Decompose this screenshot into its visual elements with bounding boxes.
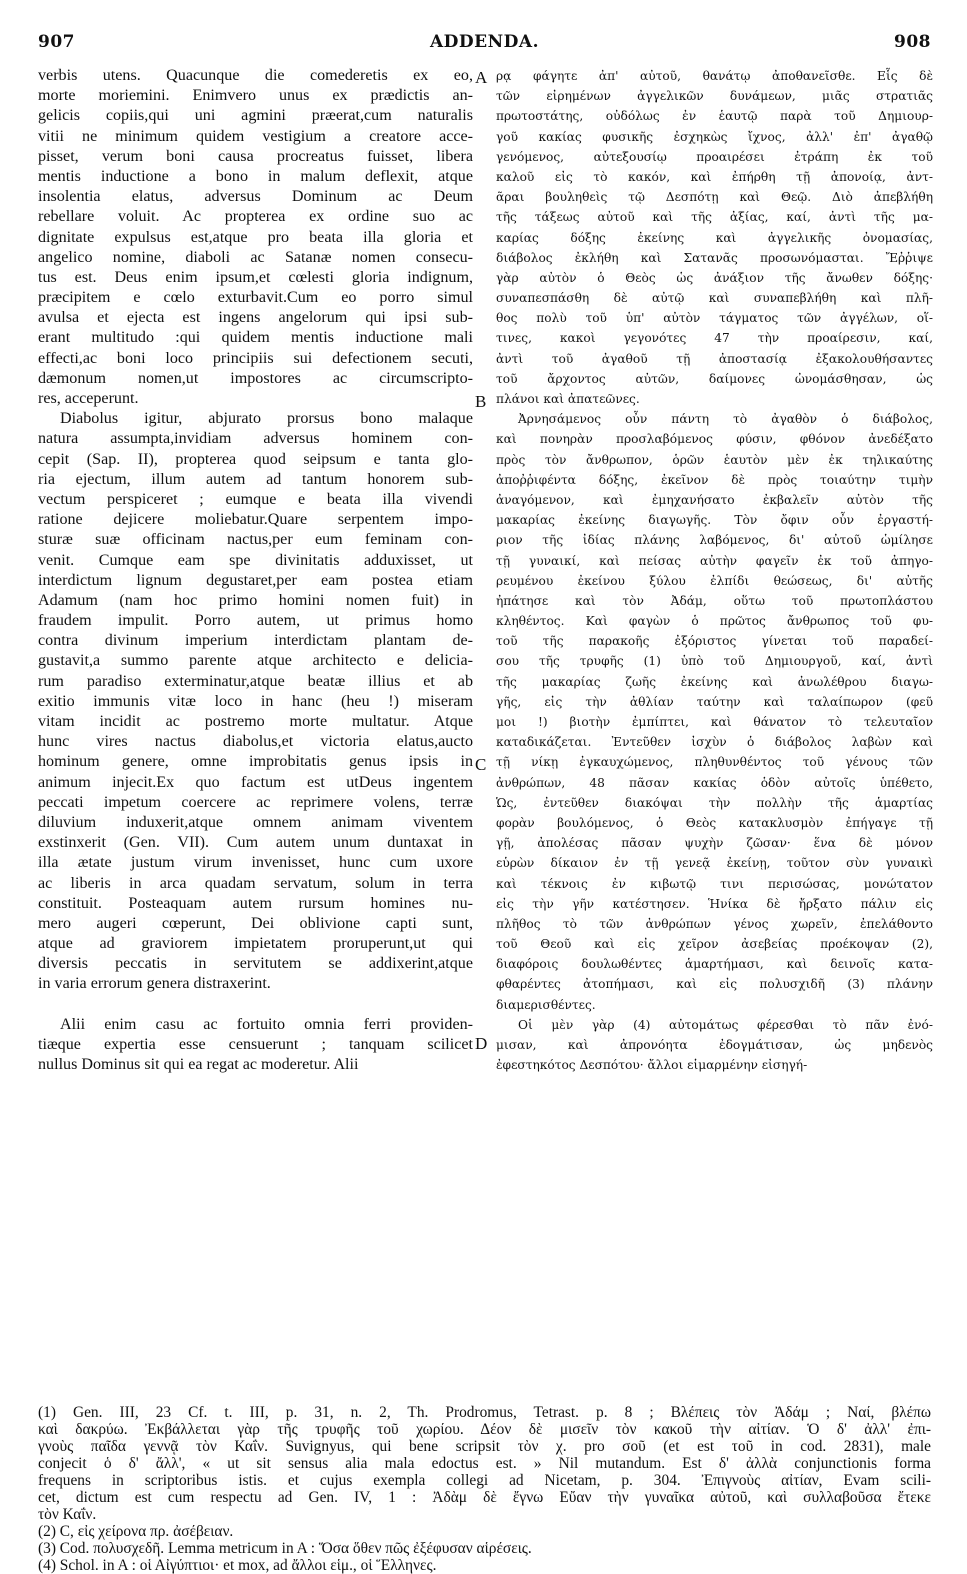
margin-letter-b: B xyxy=(475,392,487,411)
text-line: τῇ νίκῃ ἐγκαυχώμενος, πληθυνθέντος τοῦ γένους τῶν xyxy=(496,755,933,770)
text-line: καλοῦ εἰς τὸ κακόν, καὶ ἐπήρθη τῇ ἀπονοίᾳ, ἀντ- xyxy=(496,169,933,184)
text-line: exitio immunis vitæ loco in hanc (heu !) miseram xyxy=(38,692,473,710)
text-line: ᾶραι βουληθεὶς τῷ Δεσπότῃ καὶ Θεῷ. Διὸ ἀπεβλήθη xyxy=(496,190,933,205)
text-line: γῆς, εἰς τὴν ἀθλίαν ταύτην καὶ ταλαίπωρον (φεῦ xyxy=(496,694,933,709)
text-line: gustavit,a summo parente atque architecto e delicia- xyxy=(38,652,473,670)
text-line: constituit. Posteaquam autem rursum homines nu- xyxy=(38,894,473,912)
text-line: εὑρὼν δίκαιον ἐν τῇ γενεᾷ ἐκείνῃ, τοῦτον σὺν γυναικὶ xyxy=(496,856,933,871)
margin-letter-c: C xyxy=(475,755,487,774)
text-line: τῆς μακαρίας ζωῆς ἐκείνης καὶ ἀνωλέθρου διαγω- xyxy=(496,674,933,689)
text-line: καὶ πονηρὰν προσλαβόμενος φύσιν, φθόνον ἀνεδέξατο xyxy=(496,432,933,447)
text-line: cepit (Sap. II), propterea quod seipsum e tanta glo- xyxy=(38,450,473,468)
footnote-line: καὶ δακρύω. Ἐκβάλλεται γὰρ τῆς τρυφῆς τοῦ χωρίου. Δέον δὲ μισεῖν τὸν κακοῦ τὴν αἰτίαν. Ὁ δ' ἀλλ' ἐπι- xyxy=(38,1421,931,1438)
text-line: hunc vires nactus diabolus,et victoria elatus,aucto xyxy=(38,733,473,751)
footnotes xyxy=(38,1404,931,1574)
text-line: μοι !) βιοτὴν ἐμπίπτει, καὶ θάνατον τὸ τελευταῖον xyxy=(496,715,933,729)
text-line: vectum perspiceret ; eumque e beata illa vivendi xyxy=(38,490,473,508)
footnote-line: (2) C, εἰς χείρονα πρ. ἀσέβειαν. xyxy=(38,1523,234,1540)
text-line: τοῦ Θεοῦ καὶ εἰς χεῖρον ἀσεβείας προέκοψαν (2), xyxy=(496,937,933,952)
text-line: insolentia elatus, adversus Dominum ac Deum xyxy=(38,188,473,206)
text-line: diluvium induxerit,atque omnem animam viventem xyxy=(38,813,473,831)
text-line: in varia errorum genera distraxerint. xyxy=(38,975,271,993)
text-line: dignitate expulsus est,atque pro beata illa gloria et xyxy=(38,228,473,246)
text-line: Diabolus igitur, abjurato prorsus bono malaque xyxy=(60,410,473,428)
text-line: μακαρίας ἐκείνης διαγωγῆς. Τὸν ὄφιν οὖν ἐργαστή- xyxy=(496,513,933,528)
footnote-line: γνοὺς παῖδα γεννᾷ τὸν Καΐν. Suvignyus, qui bene scripsit τὸν χ. pro σοῦ (et est τοῦ in cod. 2831), male xyxy=(38,1438,931,1455)
footnote-line: conjecit ὁ δ' ἄλλ', « ut sit sensus alia mala edoctus est. » Nil mutandum. Est δ' ἀλλὰ conjunctionis forma xyxy=(38,1455,931,1472)
text-line: effecti,ac boni loco principiis sui defectionem secuti, xyxy=(38,349,473,367)
text-line: σου τῆς τρυφῆς (1) ὑπὸ τοῦ Δημιουργοῦ, καί, ἀντὶ xyxy=(496,654,933,669)
footnote-line: τὸν Καΐν. xyxy=(38,1506,97,1523)
text-line: φθαρέντες ἀτοπήμασι, καὶ εἰς πολυσχιδῆ (3) πλάνην xyxy=(496,977,933,992)
running-title: ADDENDA. xyxy=(429,32,540,52)
text-line: rebellare voluit. Ac propterea ex ordine suo ac xyxy=(38,208,473,226)
text-line: ριον τῆς ἰδίας πλάνης λαβόμενος, δι' αὐτοῦ ὡμίλησε xyxy=(496,533,933,548)
text-line: τοῦ τῆς παρακοῆς ἐξόριστος γίνεται τοῦ παραδεί- xyxy=(496,634,933,649)
text-line: interdictum lignum degustaret,per eam postea etiam xyxy=(38,571,473,589)
text-line: ἀνθρώπων, 48 πᾶσαν κακίας ὁδὸν αὐτοῖς ὑπέθετο, xyxy=(496,775,933,790)
page-number-right: 908 xyxy=(894,32,931,52)
text-line: angelico nomine, diaboli ac Satanæ nomen consecu- xyxy=(38,248,473,266)
text-line: ἀντὶ τοῦ ἀγαθοῦ τῇ ἀποστασίᾳ ἐξακολουθήσαντες xyxy=(496,351,933,366)
footnote-line: frequens in scriptoribus istis. et cujus exempla collegi ad Nicetam, p. 304. Ἐπιγνοὺς αἰτίαν, Evam scili- xyxy=(38,1472,931,1489)
text-line: ac liberis in arca quadam servatum, solum in terra xyxy=(38,874,473,892)
text-line: exstinxerit (Gen. VII). Cum autem unum duntaxat in xyxy=(38,834,473,852)
text-line: πλάνοι καὶ ἀπατεῶνες. xyxy=(496,392,640,406)
text-line: fraudem impulit. Porro autem, ut primus homo xyxy=(38,612,473,630)
page-number-left: 907 xyxy=(38,32,75,52)
text-line: vitii ne minimum quidem vestigium a creatore acce- xyxy=(38,127,473,145)
margin-letter-d: D xyxy=(475,1034,488,1053)
text-line: atque ad graviorem impietatem proruperunt,ut qui xyxy=(38,935,473,953)
text-line: tus est. Deus enim ipsum,et cœlesti gloria indignum, xyxy=(38,268,473,286)
text-line: Ὡς, ἐντεῦθεν διακόψαι τὴν πολλὴν τῆς ἁμαρτίας xyxy=(496,795,933,810)
text-line: τινες, κακοὶ γεγονότες 47 τὴν προαίρεσιν, καί, xyxy=(496,331,933,346)
text-line: καταδικάζεται. Ἐντεῦθεν ἰσχὺν ὁ διάβολος λαβὼν καὶ xyxy=(496,735,933,750)
text-line: εἰς τὴν γῆν κατέστησεν. Ἡνίκα δὲ ἤρξατο πάλιν εἰς xyxy=(496,896,933,911)
text-line: τῶν εἰρημένων ἀγγελικῶν δυνάμεων, μιᾶς στρατιᾶς xyxy=(496,89,933,104)
text-line: φορὰν βουλόμενος, ὁ Θεὸς κατακλυσμὸν ἐπήγαγε τῇ xyxy=(496,815,933,830)
text-line: καρίας δόξης ἐκείνης καὶ ἀγγελικῆς ὀνομασίας, xyxy=(496,230,933,245)
text-line: τοῦ ἄρχοντος αὐτῶν, δαίμονες ὠνομάσθησαν, ὡς xyxy=(496,371,933,386)
footnote-line: (3) Cod. πολυσχεδῆ. Lemma metricum in A : Ὅσα ὅθεν πῶς ἐξέφυσαν αἱρέσεις. xyxy=(38,1540,532,1557)
text-line: πρὸς τὸν ἄνθρωπον, ὁρῶν ἑαυτὸν μὲν ἐκ τηλικαύτης xyxy=(496,452,933,467)
text-line: nullus Dominus sit qui ea regat ac moderetur. Alii xyxy=(38,1056,359,1074)
page-header xyxy=(38,32,931,56)
text-line: tiæque expertia esse censuerunt ; tanquam scilicet xyxy=(38,1036,473,1053)
text-line: μισαν, καὶ ἀπρονόητα ἐδογμάτισαν, ὡς μηδενὸς xyxy=(496,1038,933,1052)
text-line: διαφόροις δουλωθέντες ἁμαρτήμασι, καὶ δεινοῖς κατα- xyxy=(496,957,933,972)
text-line: τῇ γυναικί, καὶ πείσας αὐτὴν φαγεῖν ἐκ τοῦ ἀπηγο- xyxy=(496,553,933,568)
text-line: πλῆθος τὸ τῶν ἀνθρώπων γένος χωρεῖν, ἐπελάθοντο xyxy=(496,916,933,931)
text-line: gelicis copiis,qui uni agmini præerat,cum naturalis xyxy=(38,107,473,125)
text-line: illa ætate justum virum invenisset, hunc cum uxore xyxy=(38,854,473,872)
margin-letter-a: A xyxy=(475,68,488,87)
text-line: πρωτοστάτης, οὐδόλως ἐν ἑαυτῷ παρὰ τοῦ Δημιουρ- xyxy=(496,109,933,124)
text-line: hominum genere, omne improbitatis genus ipsis in xyxy=(38,753,473,771)
text-line: animum injecit.Ex quo factum est utDeus ingentem xyxy=(38,773,473,791)
footnote-line: cet, dictum est cum respectu ad Gen. IV, 1 : Ἀδὰμ δὲ ἔγνω Εὔαν τὴν γυναῖκα αὐτοῦ, καὶ συλλαβοῦσα ἔτεκε xyxy=(38,1489,931,1506)
text-line: ἐφεστηκότος Δεσπότου· ἄλλοι εἱμαρμένην εἰσηγή- xyxy=(496,1058,808,1073)
text-line: διάβολος ἐκλήθη καὶ Σατανᾶς προσωνόμασται. Ἔῤῥιψε xyxy=(496,250,933,265)
text-line: vitam incidit ac postremo morte multatur. Atque xyxy=(38,713,473,730)
text-line: natura assumpta,invidiam adversus hominem con- xyxy=(38,430,473,448)
greek-column xyxy=(496,66,933,1075)
text-line: contra divinum imperium interdictam plantam de- xyxy=(38,632,473,650)
text-line: ratione dejicere moliebatur.Quare serpentem impo- xyxy=(38,511,473,529)
footnote-line: (4) Schol. in A : οἱ Αἰγύπτιοι· et mox, ad ἄλλοι εἱμ., οἱ Ἕλληνες. xyxy=(38,1557,437,1574)
text-line: diversis peccatis in servitutem se addixerint,atque xyxy=(38,955,473,973)
text-line: καὶ τέκνοις ἐν κιβωτῷ τινι περισώσας, μονώτατον xyxy=(496,876,933,891)
text-line: rum paradiso exterminatur,atque beatæ illius et ab xyxy=(38,672,473,690)
text-line: erant multitudo :qui quidem mentis inductione mali xyxy=(38,329,473,347)
text-line: συναπεσπάσθη δὲ αὐτῷ καὶ συναπεβλήθη καὶ πλῆ- xyxy=(496,291,933,306)
text-line: avulsa et ejecta est ingens angelorum qui ipsi sub- xyxy=(38,309,473,327)
text-line: ρᾳ φάγητε ἀπ' αὐτοῦ, θανάτῳ ἀποθανεῖσθε. Εἷς δὲ xyxy=(496,69,933,83)
footnote-line: (1) Gen. III, 23 Cf. t. III, p. 31, n. 2, Th. Prodromus, Tetrast. p. 8 ; Βλέπεις τὸν Ἀδάμ ; Ναί, βλέπω xyxy=(38,1404,931,1421)
text-line: γοῦ κακίας φυσικῆς ἐσχηκὼς ἴχνος, ἀλλ' ἐπ' ἀγαθῷ xyxy=(496,129,933,144)
text-line: sturæ suæ officinam nactus,per eum feminam con- xyxy=(38,531,473,549)
text-line: ἠπάτησε καὶ τὸν Ἀδάμ, οὕτω τοῦ πρωτοπλάστου xyxy=(496,593,933,608)
text-line: διαμερισθέντες. xyxy=(496,997,596,1012)
text-line: γὰρ αὐτὸν ὁ Θεὸς ὡς ἀνάξιον τῆς ἄνωθεν δόξης· xyxy=(496,270,933,285)
text-line: peccati impetum coercere ac reprimere volens, terræ xyxy=(38,793,473,811)
text-line: γενόμενος, αὐτεξουσίῳ προαιρέσει ἐτράπη ἐκ τοῦ xyxy=(496,149,933,164)
text-line: Alii enim casu ac fortuito omnia ferri providen- xyxy=(60,1015,473,1033)
text-line: Οἱ μὲν γὰρ (4) αὐτομάτως φέρεσθαι τὸ πᾶν ἐνό- xyxy=(518,1017,933,1032)
text-line: præcipitem e cœlo exturbavit.Cum eo porro simul xyxy=(38,289,473,307)
text-line: κληθέντος. Καὶ φαγὼν ὁ πρῶτος ἄνθρωπος τοῦ φυ- xyxy=(496,614,933,629)
text-line: mero augeri cœperunt, Dei oblivione capti sunt, xyxy=(38,914,473,932)
text-line: ἀναγόμενον, καὶ ἐμηχανήσατο ἐκβαλεῖν αὐτὸν τῆς xyxy=(496,492,933,507)
text-line: ἀποῤῥιφέντα δόξης, ἐκεῖνον δὲ πρὸς τοιαύτην τιμὴν xyxy=(496,472,933,487)
text-line: dæmonum nomen,ut impostores ac circumscripto- xyxy=(38,369,473,387)
paragraph-gap xyxy=(38,995,473,1015)
text-line: ρευμένου ἐκείνου ξύλου ἐλπίδι θεώσεως, δι' αὐτῆς xyxy=(496,573,933,588)
text-line: res, acceperunt. xyxy=(38,390,139,407)
text-line: γῇ, ἀπολέσας πᾶσαν ψυχὴν ζῶσαν· ἕνα δὲ μόνον xyxy=(496,836,933,851)
text-line: Ἀρνησάμενος οὖν πάντη τὸ ἀγαθὸν ὁ διάβολος, xyxy=(518,412,933,427)
text-line: morte moriemini. Enimvero unus ex prædictis an- xyxy=(38,87,473,105)
text-line: verbis utens. Quacunque die comederetis ex eo, xyxy=(38,67,473,84)
text-line: mentis inductione a bono in malum deflexit, atque xyxy=(38,167,473,185)
text-line: θος πολὺ τοῦ ὑπ' αὐτὸν τάγματος τῶν ἀγγέλων, οἵ- xyxy=(496,311,933,326)
text-line: venit. Cumque eam spe divinitatis adduxisset, ut xyxy=(38,551,473,569)
text-line: Adamum (nam hoc primo homini nomen fuit) in xyxy=(38,591,473,609)
text-line: τῆς τάξεως αὐτοῦ καὶ τῆς ἀξίας, καί, ἀντὶ τῆς μα- xyxy=(496,210,933,225)
text-line: pisset, verum boni causa procreatus fuisset, libera xyxy=(38,147,473,165)
text-line: ria ejectum, illum autem ad tantum honorem sub- xyxy=(38,470,473,488)
latin-column xyxy=(38,66,473,1075)
